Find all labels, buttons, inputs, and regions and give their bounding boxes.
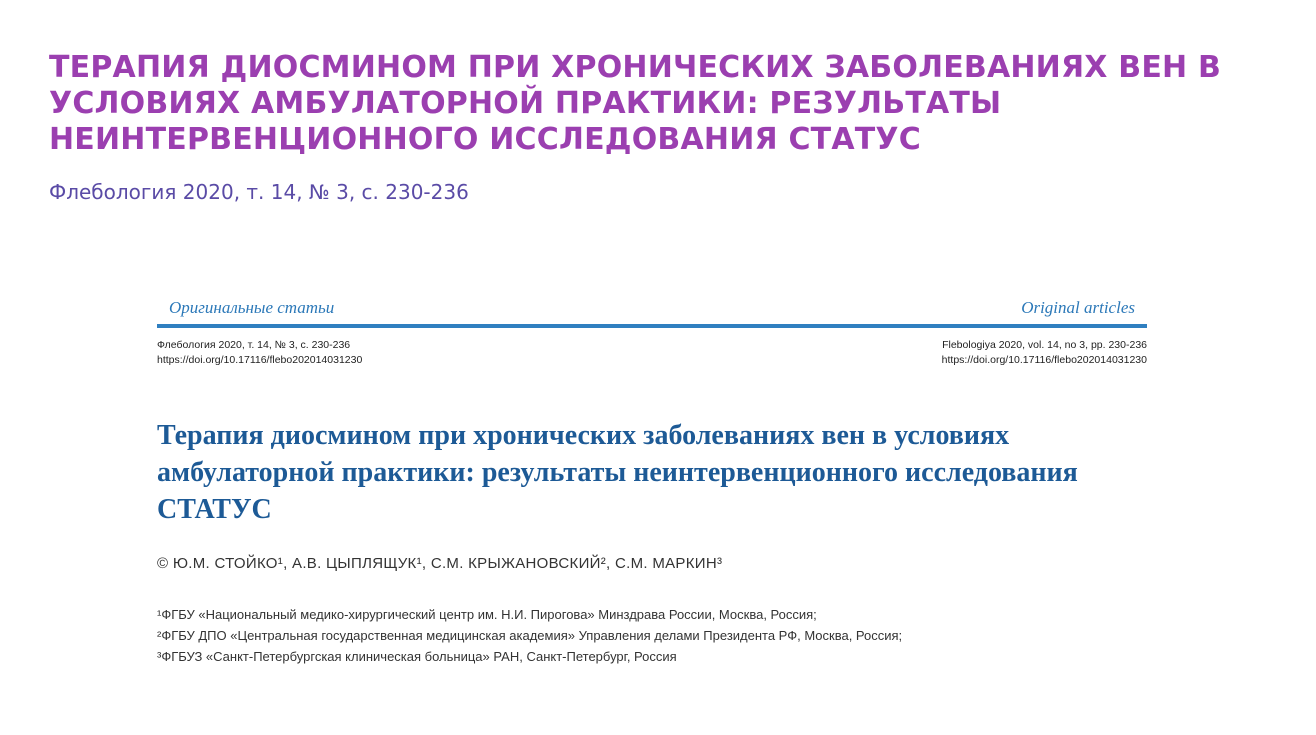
citation-en: [942, 338, 1147, 368]
citation-en-text: Flebologiya 2020, vol. 14, no 3, pp. 230-236: [942, 339, 1147, 351]
section-label-en: Original articles: [1021, 298, 1135, 317]
affiliation-2: ²ФГБУ ДПО «Центральная государственная медицинская академия» Управления делами Президента РФ, Москва, Россия;: [157, 628, 903, 643]
citation-ru-text: Флебология 2020, т. 14, № 3, с. 230-236: [157, 339, 351, 351]
slide-title: ТЕРАПИЯ ДИОСМИНОМ ПРИ ХРОНИЧЕСКИХ ЗАБОЛЕВАНИЯХ ВЕН В УСЛОВИЯХ АМБУЛАТОРНОЙ ПРАКТИКИ: РЕЗУЛЬТАТЫ НЕИНТЕРВЕНЦИОННОГО ИССЛЕДОВАНИЯ СТАТУС: [49, 50, 1222, 157]
section-label-ru: Оригинальные статьи: [169, 298, 335, 317]
header-divider: [157, 324, 1147, 328]
journal-section-header: [157, 298, 1147, 324]
citation-ru: [157, 338, 362, 368]
affiliation-1: ¹ФГБУ «Национальный медико-хирургический центр им. Н.И. Пирогова» Минздрава России, Москва, Россия;: [157, 607, 817, 622]
doi-en: https://doi.org/10.17116/flebo202014031230: [941, 354, 1147, 366]
article-title: Терапия диосмином при хронических заболеваниях вен в условиях амбулаторной практики: результаты неинтервенционного исследования СТАТУС: [157, 420, 1078, 525]
doi-ru: https://doi.org/10.17116/flebo202014031230: [157, 354, 363, 366]
affiliation-3: ³ФГБУЗ «Санкт-Петербургская клиническая больница» РАН, Санкт-Петербург, Россия: [157, 649, 677, 664]
article-affiliations: [157, 604, 902, 667]
slide-subtitle: Флебология 2020, т. 14, № 3, с. 230-236: [49, 180, 469, 204]
article-header-image: [157, 292, 1147, 682]
article-authors: © Ю.М. СТОЙКО¹, А.В. ЦЫПЛЯЩУК¹, С.М. КРЫЖАНОВСКИЙ², С.М. МАРКИН³: [157, 555, 723, 572]
